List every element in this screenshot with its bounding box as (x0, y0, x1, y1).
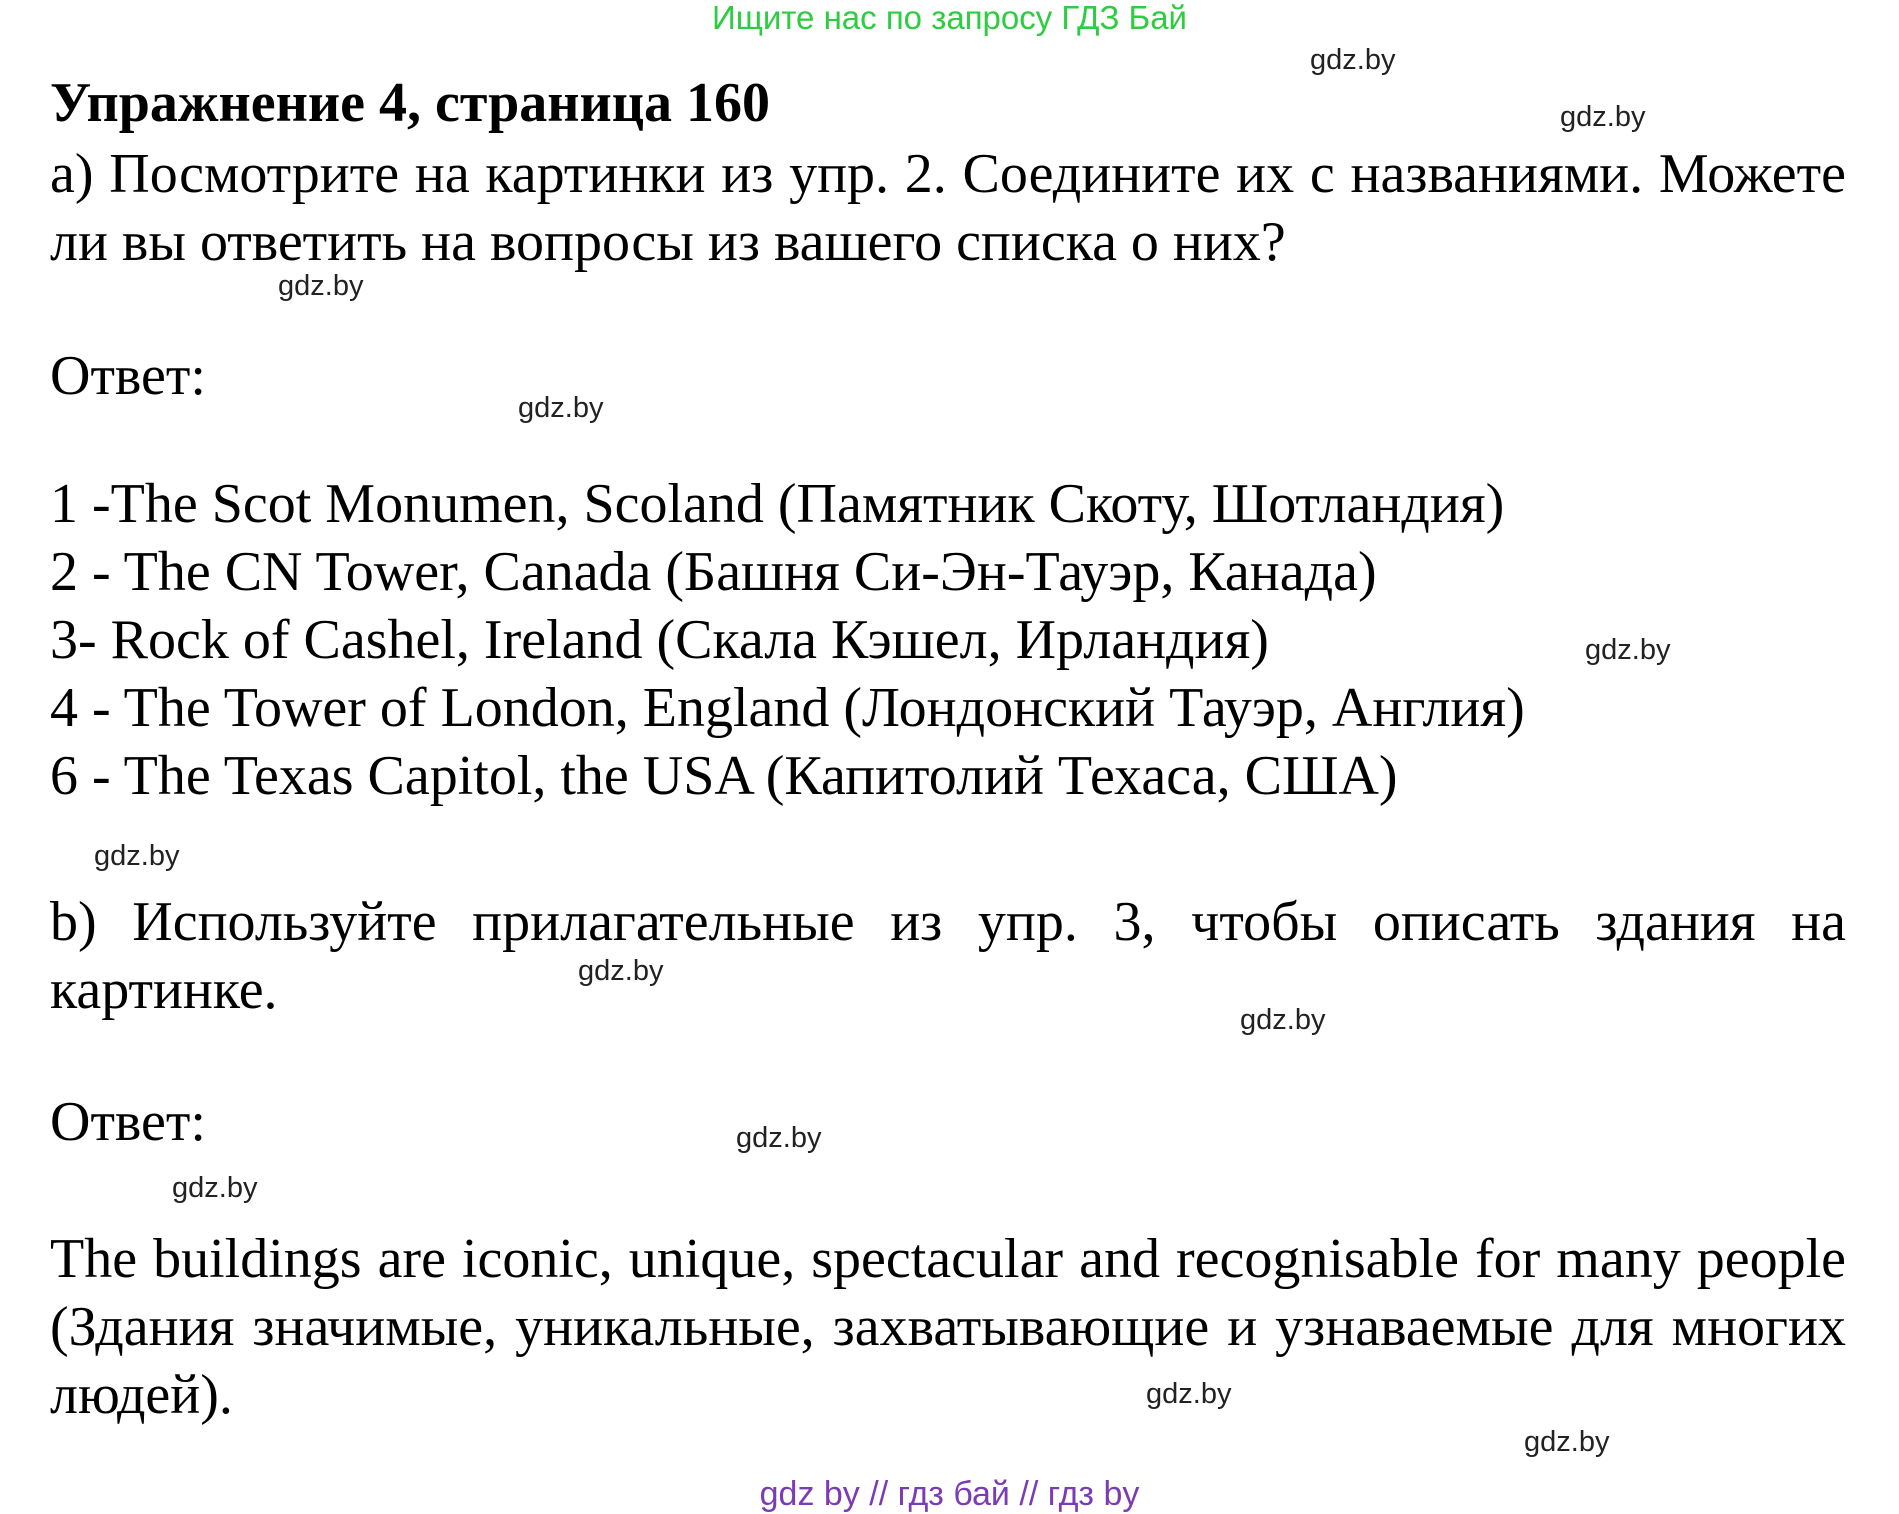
watermark: gdz.by (1560, 101, 1646, 133)
answer-item: 4 - The Tower of London, England (Лондонский Тауэр, Англия) (50, 677, 1525, 739)
watermark: gdz.by (1585, 634, 1671, 666)
answer-item: 2 - The CN Tower, Canada (Башня Си-Эн-Тауэр, Канада) (50, 541, 1377, 603)
question-a: а) Посмотрите на картинки из упр. 2. Соедините их с названиями. Можете ли вы ответить на вопросы из вашего списка о них? (50, 143, 1846, 273)
watermark: gdz.by (1240, 1004, 1326, 1036)
question-b: b) Используйте прилагательные из упр. 3, чтобы описать здания на картинке. (50, 891, 1846, 1021)
footer-watermark: gdz by // гдз бай // гдз by (759, 1475, 1140, 1513)
answer-label-b: Ответ: (50, 1091, 206, 1153)
answer-b: The buildings are iconic, unique, spectacular and recognisable for many people (Здания значимые, уникальные, захватывающие и узнаваемые для многих людей). (50, 1228, 1846, 1426)
answer-item: 3- Rock of Cashel, Ireland (Скала Кэшел, Ирландия) (50, 609, 1269, 671)
watermark: gdz.by (1524, 1426, 1610, 1458)
watermark: gdz.by (1146, 1378, 1232, 1410)
watermark: gdz.by (278, 270, 364, 302)
watermark: gdz.by (1310, 44, 1396, 76)
watermark: gdz.by (172, 1172, 258, 1204)
watermark: gdz.by (578, 955, 664, 987)
answer-list-a (50, 470, 1525, 810)
watermark: gdz.by (518, 392, 604, 424)
answer-item: 6 - The Texas Capitol, the USA (Капитолий Техаса, США) (50, 745, 1398, 807)
watermark: gdz.by (94, 840, 180, 872)
page-title: Упражнение 4, страница 160 (50, 72, 771, 134)
answer-item: 1 -The Scot Monumen, Scoland (Памятник Скоту, Шотландия) (50, 473, 1505, 535)
watermark: gdz.by (736, 1122, 822, 1154)
search-banner: Ищите нас по запросу ГДЗ Бай (712, 0, 1187, 36)
answer-label-a: Ответ: (50, 345, 206, 407)
